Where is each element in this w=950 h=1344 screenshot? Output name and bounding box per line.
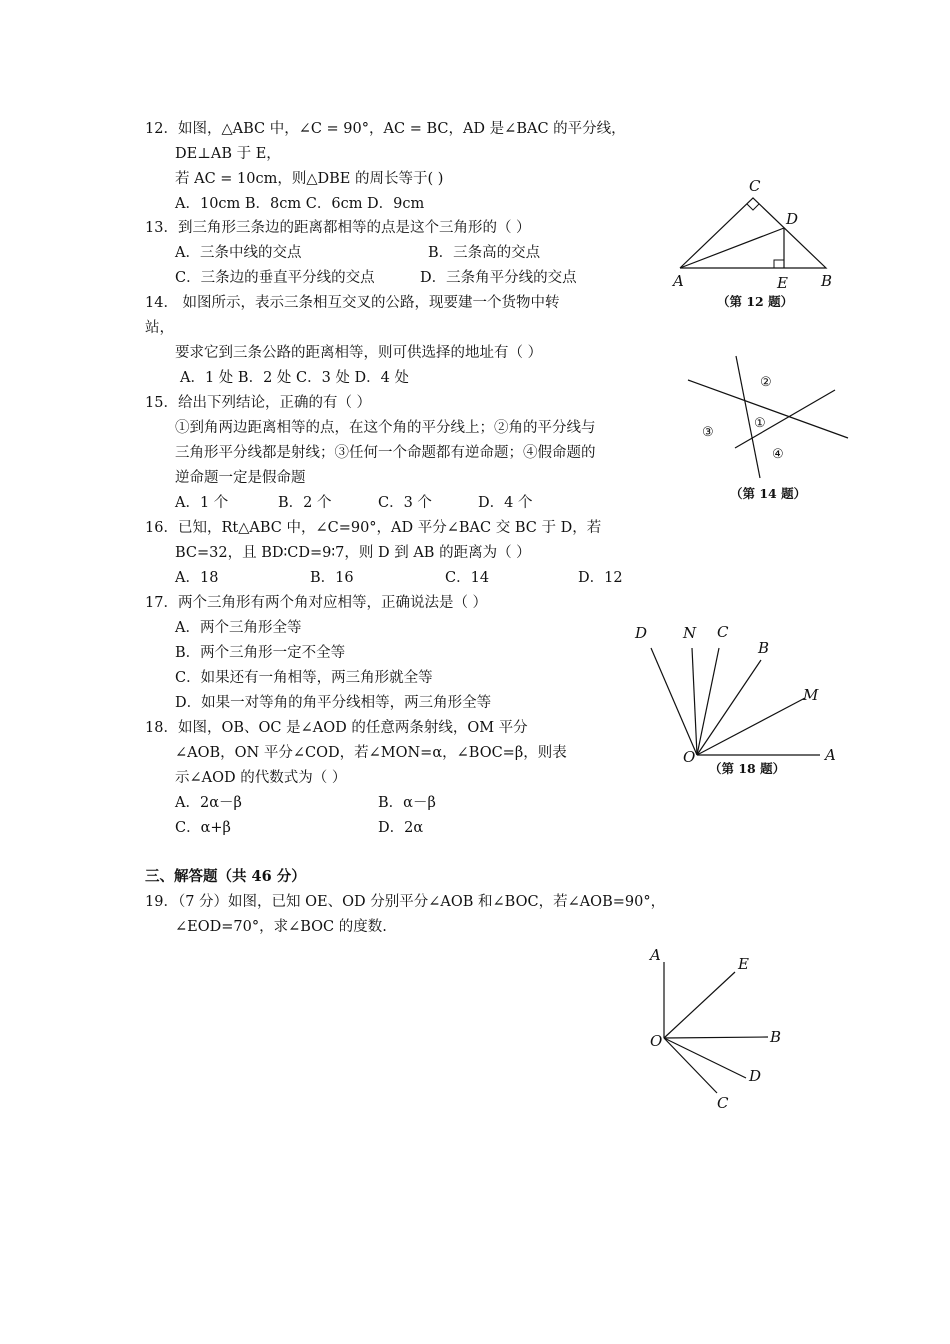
q19-line-1: 19．（7 分）如图，已知 OE、OD 分别平分∠AOB 和∠BOC，若∠AOB=90°， [145,894,666,910]
figure-12-caption: （第 12 题） [717,294,794,309]
q15-option-b: B．2 个 [278,495,332,511]
q15-option-c: C．3 个 [378,495,432,511]
fig18-label-c: C [717,623,729,641]
fig12-label-d: D [786,210,799,228]
q17-option-c: C．如果还有一角相等，两三角形就全等 [175,670,433,686]
figure-14-caption: （第 14 题） [730,486,807,501]
q17-option-d: D．如果一对等角的角平分线相等，两三角形全等 [175,695,492,711]
q16-line-1: 16．已知，Rt△ABC 中，∠C=90°，AD 平分∠BAC 交 BC 于 D，若 [145,520,602,536]
q15-option-a: A．1 个 [175,495,229,511]
q15-line-1: 15．给出下列结论，正确的有（ ） [145,395,372,411]
q18-option-b: B．α－β [378,795,436,811]
q14-line-2: 站， [145,320,174,336]
q16-option-d: D．12 [578,570,623,586]
figure-18-rays [625,620,845,770]
q19-line-2: ∠EOD=70°，求∠BOC 的度数. [175,919,387,935]
q18-option-d: D．2α [378,820,424,836]
q14-line-1: 14． 如图所示，表示三条相互交叉的公路，现要建一个货物中转 [145,295,560,311]
q17-option-a: A．两个三角形全等 [175,620,302,636]
q13-option-b: B．三条高的交点 [428,245,541,261]
figure-14-roads [680,350,855,480]
q18-line-1: 18．如图，OB、OC 是∠AOD 的任意两条射线，OM 平分 [145,720,528,736]
q13-option-c: C．三条边的垂直平分线的交点 [175,270,375,286]
fig19-label-d: D [749,1067,762,1085]
q16-line-2: BC=32，且 BD∶CD=9∶7，则 D 到 AB 的距离为（ ） [175,545,531,561]
q14-options: A．1 处 B．2 处 C．3 处 D．4 处 [180,370,410,386]
q16-option-a: A．18 [175,570,219,586]
q18-line-2: ∠AOB，ON 平分∠COD，若∠MON=α，∠BOC=β，则表 [175,745,567,761]
q13-option-a: A．三条中线的交点 [175,245,302,261]
fig18-label-o: O [683,748,696,766]
figure-12-triangle [660,170,840,310]
fig18-label-b: B [758,639,770,657]
figure-18-caption: （第 18 题） [709,761,786,776]
q14-line-3: 要求它到三条公路的距离相等，则可供选择的地址有（ ） [175,345,543,361]
q13-line-1: 13．到三角形三条边的距离都相等的点是这个三角形的（ ） [145,220,531,236]
q18-option-a: A．2α－β [175,795,242,811]
q12-options: A．10cm B．8cm C．6cm D．9cm [175,196,425,212]
q13-option-d: D．三条角平分线的交点 [420,270,577,286]
fig19-label-e: E [738,955,749,973]
fig12-label-a: A [673,272,684,290]
q15-option-d: D．4 个 [478,495,533,511]
fig19-label-c: C [717,1094,729,1112]
q16-option-b: B．16 [310,570,354,586]
q15-line-3: 三角形平分线都是射线；③任何一个命题都有逆命题；④假命题的 [175,445,596,461]
fig12-label-b: B [821,272,833,290]
q17-option-b: B．两个三角形一定不全等 [175,645,346,661]
fig12-label-e: E [777,274,788,292]
q17-line-1: 17．两个三角形有两个角对应相等，正确说法是（ ） [145,595,488,611]
figure-19-angles [640,940,800,1120]
fig18-label-m: M [803,686,819,704]
fig18-label-n: N [683,624,697,642]
q12-line-2: DE⊥AB 于 E， [175,146,281,162]
fig18-label-a: A [825,746,836,764]
section-heading: 三、解答题（共 46 分） [145,868,306,885]
q12-line-1: 12．如图，△ABC 中，∠C = 90°，AC = BC，AD 是∠BAC 的平分线， [145,121,626,137]
q12-line-3: 若 AC = 10cm，则△DBE 的周长等于( ) [175,171,444,187]
q18-option-c: C．α+β [175,820,231,836]
fig19-label-a: A [650,946,661,964]
q16-option-c: C．14 [445,570,490,586]
fig19-label-o: O [650,1032,663,1050]
fig18-label-d: D [635,624,648,642]
fig14-label-3: ③ [702,425,714,440]
q15-line-4: 逆命题一定是假命题 [175,470,306,486]
q15-line-2: ①到角两边距离相等的点，在这个角的平分线上；②角的平分线与 [175,420,596,436]
fig14-label-2: ② [760,375,772,390]
fig12-label-c: C [749,177,761,195]
q18-line-3: 示∠AOD 的代数式为（ ） [175,770,347,786]
fig14-label-4: ④ [772,447,784,462]
fig14-label-1: ① [754,416,766,431]
fig19-label-b: B [770,1028,782,1046]
